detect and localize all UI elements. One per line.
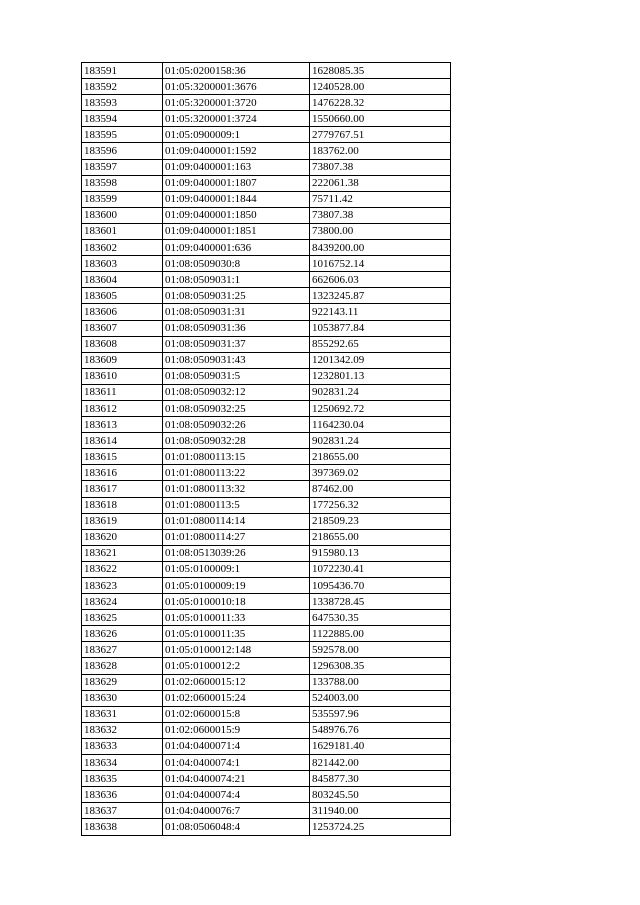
row-number-cell: 183597 (82, 159, 163, 175)
table-row (82, 175, 451, 191)
cadastral-number-cell: 01:01:0800114:27 (163, 529, 310, 545)
table-row (82, 626, 451, 642)
table-row (82, 95, 451, 111)
row-number-cell: 183600 (82, 207, 163, 223)
value-cell: 311940.00 (310, 803, 451, 819)
table-row (82, 207, 451, 223)
value-cell: 87462.00 (310, 481, 451, 497)
row-number-cell: 183628 (82, 658, 163, 674)
table-row (82, 545, 451, 561)
table-row (82, 706, 451, 722)
value-cell: 133788.00 (310, 674, 451, 690)
row-number-cell: 183606 (82, 304, 163, 320)
row-number-cell: 183609 (82, 352, 163, 368)
table-row (82, 513, 451, 529)
cadastral-value-table (81, 62, 451, 836)
row-number-cell: 183592 (82, 79, 163, 95)
row-number-cell: 183637 (82, 803, 163, 819)
value-cell: 183762.00 (310, 143, 451, 159)
table-row (82, 256, 451, 272)
value-cell: 915980.13 (310, 545, 451, 561)
value-cell: 592578.00 (310, 642, 451, 658)
value-cell: 1122885.00 (310, 626, 451, 642)
cadastral-number-cell: 01:05:0100011:33 (163, 610, 310, 626)
value-cell: 1201342.09 (310, 352, 451, 368)
table-row (82, 63, 451, 79)
row-number-cell: 183632 (82, 722, 163, 738)
table-row (82, 610, 451, 626)
table-row (82, 384, 451, 400)
value-cell: 75711.42 (310, 191, 451, 207)
cadastral-number-cell: 01:05:0200158:36 (163, 63, 310, 79)
table-row (82, 690, 451, 706)
cadastral-number-cell: 01:09:0400001:1844 (163, 191, 310, 207)
table-row (82, 320, 451, 336)
row-number-cell: 183605 (82, 288, 163, 304)
row-number-cell: 183615 (82, 449, 163, 465)
cadastral-number-cell: 01:09:0400001:1592 (163, 143, 310, 159)
cadastral-number-cell: 01:05:0100009:1 (163, 561, 310, 577)
row-number-cell: 183619 (82, 513, 163, 529)
row-number-cell: 183612 (82, 400, 163, 416)
value-cell: 1250692.72 (310, 400, 451, 416)
row-number-cell: 183614 (82, 433, 163, 449)
value-cell: 647530.35 (310, 610, 451, 626)
cadastral-number-cell: 01:05:0100010:18 (163, 594, 310, 610)
table-row (82, 529, 451, 545)
value-cell: 218509.23 (310, 513, 451, 529)
value-cell: 73800.00 (310, 223, 451, 239)
row-number-cell: 183635 (82, 771, 163, 787)
cadastral-number-cell: 01:05:0100012:2 (163, 658, 310, 674)
value-cell: 1053877.84 (310, 320, 451, 336)
cadastral-number-cell: 01:08:0509032:28 (163, 433, 310, 449)
row-number-cell: 183629 (82, 674, 163, 690)
row-number-cell: 183598 (82, 175, 163, 191)
cadastral-number-cell: 01:01:0800113:22 (163, 465, 310, 481)
cadastral-number-cell: 01:08:0509031:36 (163, 320, 310, 336)
cadastral-number-cell: 01:04:0400071:4 (163, 738, 310, 754)
cadastral-number-cell: 01:04:0400074:1 (163, 755, 310, 771)
table-row (82, 497, 451, 513)
value-cell: 1629181.40 (310, 738, 451, 754)
table-row (82, 755, 451, 771)
value-cell: 397369.02 (310, 465, 451, 481)
table-row (82, 223, 451, 239)
value-cell: 73807.38 (310, 159, 451, 175)
cadastral-number-cell: 01:05:0100011:35 (163, 626, 310, 642)
value-cell: 1095436.70 (310, 578, 451, 594)
cadastral-number-cell: 01:05:0100009:19 (163, 578, 310, 594)
table-row (82, 578, 451, 594)
cadastral-number-cell: 01:04:0400074:4 (163, 787, 310, 803)
value-cell: 8439200.00 (310, 240, 451, 256)
table-row (82, 722, 451, 738)
row-number-cell: 183610 (82, 368, 163, 384)
row-number-cell: 183607 (82, 320, 163, 336)
cadastral-number-cell: 01:08:0513039:26 (163, 545, 310, 561)
table-row (82, 400, 451, 416)
cadastral-number-cell: 01:04:0400074:21 (163, 771, 310, 787)
value-cell: 902831.24 (310, 433, 451, 449)
table-row (82, 819, 451, 835)
cadastral-number-cell: 01:01:0800114:14 (163, 513, 310, 529)
row-number-cell: 183613 (82, 417, 163, 433)
cadastral-number-cell: 01:09:0400001:1807 (163, 175, 310, 191)
row-number-cell: 183608 (82, 336, 163, 352)
value-cell: 177256.32 (310, 497, 451, 513)
row-number-cell: 183604 (82, 272, 163, 288)
row-number-cell: 183591 (82, 63, 163, 79)
row-number-cell: 183636 (82, 787, 163, 803)
value-cell: 1072230.41 (310, 561, 451, 577)
cadastral-number-cell: 01:01:0800113:32 (163, 481, 310, 497)
table-row (82, 272, 451, 288)
table-row (82, 111, 451, 127)
row-number-cell: 183617 (82, 481, 163, 497)
cadastral-number-cell: 01:09:0400001:636 (163, 240, 310, 256)
cadastral-number-cell: 01:05:3200001:3724 (163, 111, 310, 127)
table-row (82, 481, 451, 497)
cadastral-number-cell: 01:08:0509032:12 (163, 384, 310, 400)
row-number-cell: 183603 (82, 256, 163, 272)
table-row (82, 240, 451, 256)
row-number-cell: 183634 (82, 755, 163, 771)
table-row (82, 127, 451, 143)
cadastral-number-cell: 01:08:0506048:4 (163, 819, 310, 835)
cadastral-number-cell: 01:01:0800113:5 (163, 497, 310, 513)
row-number-cell: 183602 (82, 240, 163, 256)
cadastral-number-cell: 01:05:0900009:1 (163, 127, 310, 143)
value-cell: 218655.00 (310, 529, 451, 545)
cadastral-number-cell: 01:08:0509031:37 (163, 336, 310, 352)
row-number-cell: 183594 (82, 111, 163, 127)
value-cell: 1628085.35 (310, 63, 451, 79)
value-cell: 803245.50 (310, 787, 451, 803)
row-number-cell: 183627 (82, 642, 163, 658)
cadastral-number-cell: 01:05:3200001:3676 (163, 79, 310, 95)
row-number-cell: 183593 (82, 95, 163, 111)
row-number-cell: 183622 (82, 561, 163, 577)
cadastral-number-cell: 01:02:0600015:9 (163, 722, 310, 738)
table-row (82, 79, 451, 95)
cadastral-number-cell: 01:08:0509032:25 (163, 400, 310, 416)
cadastral-number-cell: 01:09:0400001:1851 (163, 223, 310, 239)
row-number-cell: 183621 (82, 545, 163, 561)
cadastral-number-cell: 01:05:0100012:148 (163, 642, 310, 658)
row-number-cell: 183611 (82, 384, 163, 400)
cadastral-number-cell: 01:04:0400076:7 (163, 803, 310, 819)
data-sheet (81, 62, 450, 836)
value-cell: 855292.65 (310, 336, 451, 352)
row-number-cell: 183638 (82, 819, 163, 835)
cadastral-number-cell: 01:02:0600015:24 (163, 690, 310, 706)
cadastral-number-cell: 01:01:0800113:15 (163, 449, 310, 465)
table-row (82, 465, 451, 481)
row-number-cell: 183623 (82, 578, 163, 594)
row-number-cell: 183626 (82, 626, 163, 642)
value-cell: 1550660.00 (310, 111, 451, 127)
row-number-cell: 183595 (82, 127, 163, 143)
row-number-cell: 183596 (82, 143, 163, 159)
cadastral-number-cell: 01:05:3200001:3720 (163, 95, 310, 111)
value-cell: 922143.11 (310, 304, 451, 320)
value-cell: 1338728.45 (310, 594, 451, 610)
value-cell: 902831.24 (310, 384, 451, 400)
table-row (82, 288, 451, 304)
value-cell: 73807.38 (310, 207, 451, 223)
value-cell: 1323245.87 (310, 288, 451, 304)
value-cell: 535597.96 (310, 706, 451, 722)
value-cell: 1240528.00 (310, 79, 451, 95)
table-row (82, 803, 451, 819)
table-row (82, 771, 451, 787)
cadastral-number-cell: 01:09:0400001:1850 (163, 207, 310, 223)
cadastral-number-cell: 01:08:0509031:31 (163, 304, 310, 320)
value-cell: 1253724.25 (310, 819, 451, 835)
value-cell: 1476228.32 (310, 95, 451, 111)
table-row (82, 159, 451, 175)
row-number-cell: 183599 (82, 191, 163, 207)
row-number-cell: 183616 (82, 465, 163, 481)
cadastral-number-cell: 01:02:0600015:8 (163, 706, 310, 722)
cadastral-number-cell: 01:08:0509031:1 (163, 272, 310, 288)
value-cell: 662606.03 (310, 272, 451, 288)
table-row (82, 191, 451, 207)
table-row (82, 433, 451, 449)
cadastral-number-cell: 01:08:0509031:5 (163, 368, 310, 384)
row-number-cell: 183620 (82, 529, 163, 545)
row-number-cell: 183633 (82, 738, 163, 754)
table-row (82, 642, 451, 658)
cadastral-number-cell: 01:08:0509030:8 (163, 256, 310, 272)
table-row (82, 787, 451, 803)
value-cell: 1296308.35 (310, 658, 451, 674)
table-row (82, 449, 451, 465)
value-cell: 524003.00 (310, 690, 451, 706)
value-cell: 548976.76 (310, 722, 451, 738)
cadastral-number-cell: 01:08:0509031:25 (163, 288, 310, 304)
value-cell: 218655.00 (310, 449, 451, 465)
table-row (82, 561, 451, 577)
table-body (82, 63, 451, 836)
table-row (82, 674, 451, 690)
row-number-cell: 183625 (82, 610, 163, 626)
value-cell: 222061.38 (310, 175, 451, 191)
row-number-cell: 183624 (82, 594, 163, 610)
table-row (82, 738, 451, 754)
cadastral-number-cell: 01:08:0509031:43 (163, 352, 310, 368)
value-cell: 1016752.14 (310, 256, 451, 272)
table-row (82, 143, 451, 159)
table-row (82, 658, 451, 674)
cadastral-number-cell: 01:08:0509032:26 (163, 417, 310, 433)
cadastral-number-cell: 01:09:0400001:163 (163, 159, 310, 175)
table-row (82, 594, 451, 610)
table-row (82, 417, 451, 433)
cadastral-number-cell: 01:02:0600015:12 (163, 674, 310, 690)
row-number-cell: 183630 (82, 690, 163, 706)
table-row (82, 352, 451, 368)
table-row (82, 304, 451, 320)
value-cell: 1164230.04 (310, 417, 451, 433)
table-row (82, 336, 451, 352)
row-number-cell: 183618 (82, 497, 163, 513)
value-cell: 2779767.51 (310, 127, 451, 143)
table-row (82, 368, 451, 384)
value-cell: 821442.00 (310, 755, 451, 771)
value-cell: 1232801.13 (310, 368, 451, 384)
row-number-cell: 183631 (82, 706, 163, 722)
value-cell: 845877.30 (310, 771, 451, 787)
row-number-cell: 183601 (82, 223, 163, 239)
